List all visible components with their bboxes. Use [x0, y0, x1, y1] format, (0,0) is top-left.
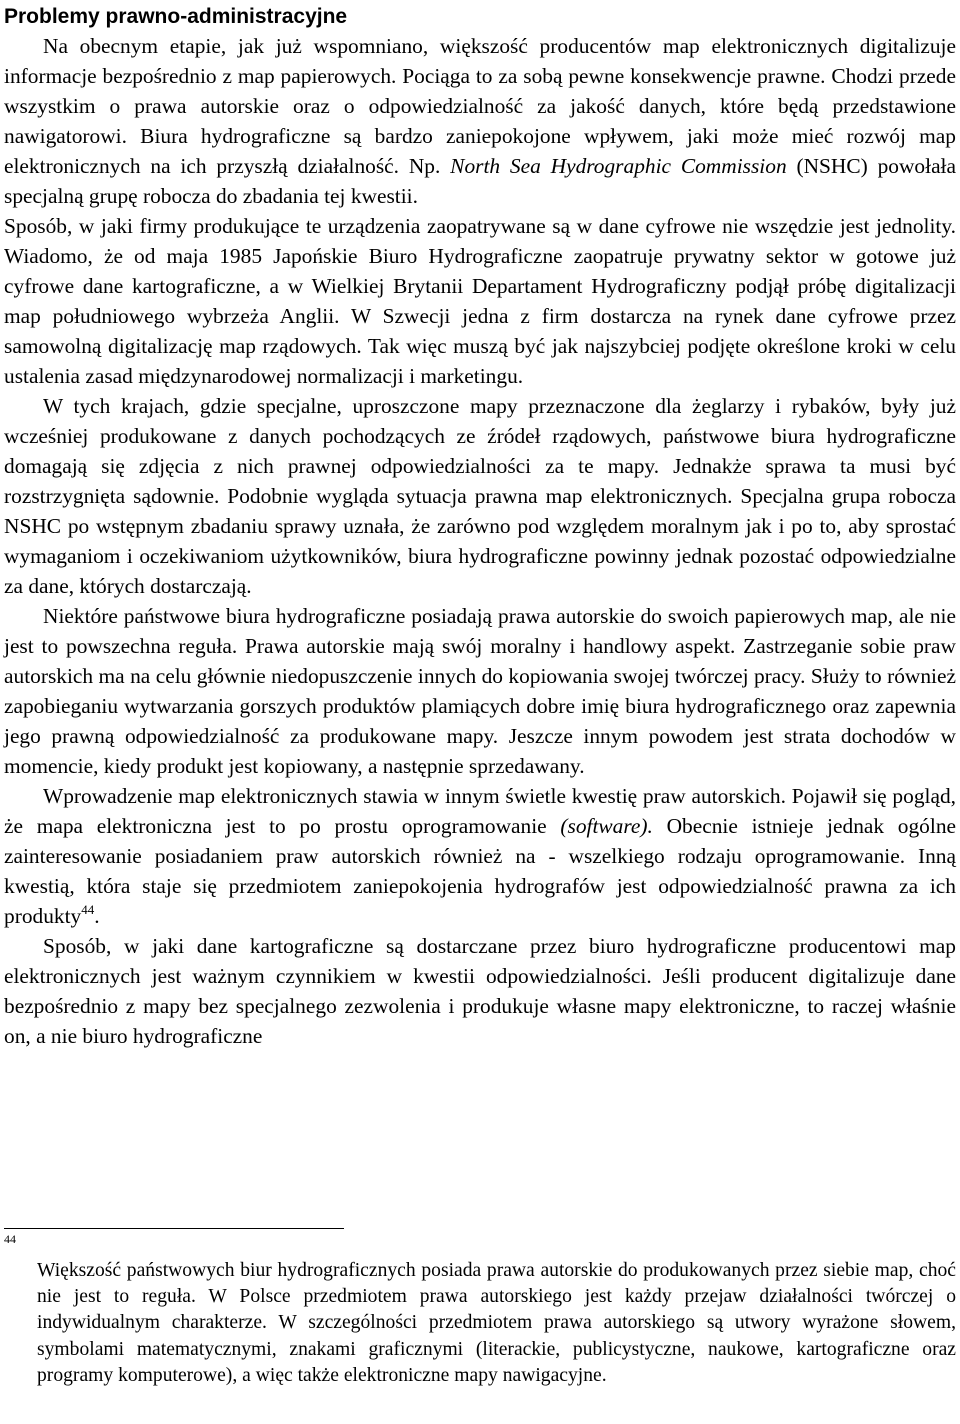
paragraph-1 [4, 31, 956, 211]
paragraph-2: Sposób, w jaki firmy produkujące te urządzenia zaopatrywane są w dane cyfrowe nie wszędzie jest jednolity. Wiadomo, że od maja 1985 Japońskie Biuro Hydrograficzne zaopatruje prywatny sektor w gotowe już cyfrowe dane kartograficzne, a w Wielkiej Brytanii Departament Hydrograficzny podjął próbę digitalizacji map południowego wybrzeża Anglii. W Szwecji jedna z firm dostarcza na rynek dane cyfrowe przez samowolną digitalizację map rządowych. Tak więc muszą być jak najszybciej podjęte określone kroki w celu ustalenia zasad międzynarodowej normalizacji i marketingu. [4, 214, 956, 388]
paragraph-5 [4, 781, 956, 931]
footnote [4, 1230, 956, 1389]
paragraph-3: W tych krajach, gdzie specjalne, uproszczone mapy przeznaczone dla żeglarzy i rybaków, były już wcześniej produkowane z danych pochodzących ze źródeł rządowych, państwowe biura hydrograficzne domagają się zdjęcia z nich prawnej odpowiedzialności za te mapy. Jednakże sprawa ta musi być rozstrzygnięta sądownie. Podobnie wygląda sytuacja prawna map elektronicznych. Specjalna grupa robocza NSHC po wstępnym zbadaniu sprawy uznała, że zarówno pod względem moralnym jak i po to, aby sprostać wymaganiom i oczekiwaniom użytkowników, biura hydrograficzne powinny jednak pozostać odpowiedzialne za dane, których dostarczają. [4, 394, 956, 598]
paragraph-1-italic-name: North Sea Hydrographic Commission [450, 154, 787, 178]
footnote-number: 44 [4, 1232, 16, 1246]
footnote-separator [4, 1228, 344, 1229]
body-text [4, 31, 956, 1051]
paragraph-5-italic-software: (software). [560, 814, 653, 838]
paragraph-4: Niektóre państwowe biura hydrograficzne posiadają prawa autorskie do swoich papierowych map, ale nie jest to powszechna reguła. Prawa autorskie mają swój moralny i handlowy aspekt. Zastrzeganie sobie praw autorskich ma na celu głównie niedopuszczenie innych do kopiowania swojej twórczej pracy. Służy to również zapobieganiu wytwarzania gorszych produktów plamiących dobre imię biura hydrograficznego oraz zapewnia jego prawną odpowiedzialność za produkowane mapy. Jeszcze innym powodem jest strata dochodów w momencie, kiedy produkt jest kopiowany, a następnie sprzedawany. [4, 604, 956, 778]
document-page [4, 0, 956, 1051]
paragraph-5-text-b: Obecnie istnieje jednak ogólne zainteresowanie posiadaniem praw autorskich również na - wszelkiego rodzaju oprogramowanie. Inną kwestią, która staje się przedmiotem zaniepokojenia hydrografów jest odpowiedzialność prawna za ich produkty [4, 814, 957, 928]
section-heading: Problemy prawno-administracyjne [4, 5, 348, 28]
footnote-text: Większość państwowych biur hydrograficznych posiada prawa autorskie do produkowanych przez siebie map, choć nie jest to reguła. W Polsce przedmiotem prawa autorskiego jest każdy przejaw działalności twórczej o indywidualnym charakterze. W szczególności przedmiotem prawa autorskiego są utwory wyrażone słowem, symbolami matematycznymi, znakami graficznymi (literackie, publicystyczne, naukowe, kartograficzne oraz programy komputerowe), a więc także elektroniczne mapy nawigacyjne. [37, 1260, 956, 1386]
paragraph-5-text-c: . [94, 904, 100, 928]
footnote-reference[interactable]: 44 [81, 902, 95, 917]
paragraph-1-text-a: Na obecnym etapie, jak już wspomniano, większość producentów map elektronicznych digitalizuje informacje bezpośrednio z map papierowych. Pociąga to za sobą pewne konsekwencje prawne. Chodzi przede wszystkim o prawa autorskie oraz o odpowiedzialność za jakość danych, które będą przedstawione nawigatorowi. Biura hydrograficzne są bardzo zaniepokojone wpływem, jaki może mieć rozwój map elektronicznych na ich przyszłą działalność. Np. [4, 34, 956, 178]
paragraph-1-text-b: (NSHC) powołała specjalną grupę robocza do zbadania tej kwestii. [4, 154, 956, 208]
paragraph-5-text-a: Wprowadzenie map elektronicznych stawia w innym świetle kwestię praw autorskich. Pojawił się pogląd, że mapa elektroniczna jest to po prostu oprogramowanie [4, 784, 956, 838]
paragraph-6: Sposób, w jaki dane kartograficzne są dostarczane przez biuro hydrograficzne producentowi map elektronicznych jest ważnym czynnikiem w kwestii odpowiedzialności. Jeśli producent digitalizuje dane bezpośrednio z mapy bez specjalnego zezwolenia i produkuje własne mapy elektroniczne, to raczej właśnie on, a nie biuro hydrograficzne [4, 934, 956, 1048]
